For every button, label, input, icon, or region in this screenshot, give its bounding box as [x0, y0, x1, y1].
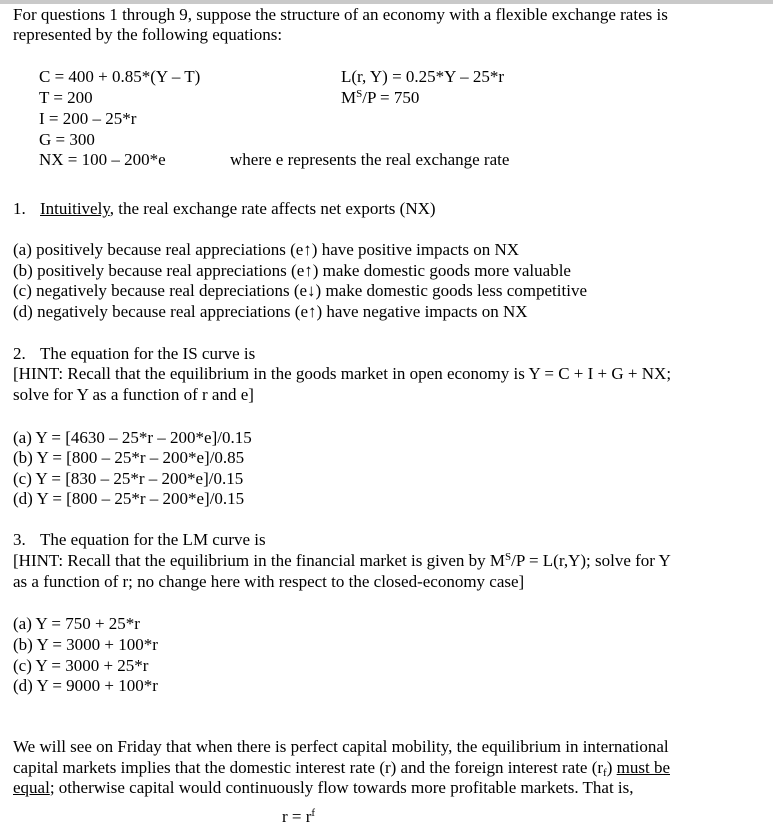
equation-taxes: T = 200: [39, 88, 93, 107]
question-2-hint-line-1: [HINT: Recall that the equilibrium in the goods market in open economy is Y = C + I + G + NX;: [13, 364, 672, 383]
question-1-option-b: (b) positively because real appreciations (e↑) make domestic goods more valuable: [13, 261, 571, 280]
top-border: [0, 0, 773, 4]
intro-line-1: For questions 1 through 9, suppose the structure of an economy with a flexible exchange rates is: [13, 5, 668, 24]
equation-government: G = 300: [39, 130, 95, 149]
question-2-option-b: (b) Y = [800 – 25*r – 200*e]/0.85: [13, 448, 245, 467]
question-2-option-a: (a) Y = [4630 – 25*r – 200*e]/0.15: [13, 428, 252, 447]
equation-net-exports: NX = 100 – 200*e: [39, 150, 166, 169]
equation-consumption: C = 400 + 0.85*(Y – T): [39, 67, 201, 86]
question-2-option-d: (d) Y = [800 – 25*r – 200*e]/0.15: [13, 489, 245, 508]
question-3-number: 3.: [13, 530, 26, 549]
question-1-option-c: (c) negatively because real depreciations (e↓) make domestic goods less competitive: [13, 281, 587, 300]
question-1-number: 1.: [13, 199, 26, 218]
question-1-stem: Intuitively, the real exchange rate affects net exports (NX): [40, 199, 436, 218]
question-2-stem: The equation for the IS curve is: [40, 344, 256, 363]
equation-money-demand: L(r, Y) = 0.25*Y – 25*r: [341, 67, 504, 86]
question-2-number: 2.: [13, 344, 26, 363]
equation-money-supply: $M^S/P = 750$: [341, 88, 420, 107]
equation-investment: I = 200 – 25*r: [39, 109, 137, 128]
closing-line-3: equal; otherwise capital would continuously flow towards more profitable markets. That is,: [13, 778, 634, 797]
question-3-option-d: (d) Y = 9000 + 100*r: [13, 676, 158, 695]
closing-line-2: capital markets implies that the domestic interest rate (r) and the foreign interest rate $(r_f)$ must be: [13, 758, 670, 779]
question-1-option-d: (d) negatively because real appreciations (e↑) have negative impacts on NX: [13, 302, 528, 321]
question-2-option-c: (c) Y = [830 – 25*r – 200*e]/0.15: [13, 469, 244, 488]
closing-line-1: We will see on Friday that when there is perfect capital mobility, the equilibrium in international: [13, 737, 669, 756]
interest-parity-equation: $r = r^f$: [282, 807, 316, 826]
question-3-option-b: (b) Y = 3000 + 100*r: [13, 635, 158, 654]
question-3-stem: The equation for the LM curve is: [40, 530, 266, 549]
question-3-hint-line-2: as a function of r; no change here with respect to the closed-economy case]: [13, 572, 525, 591]
question-3-hint-line-1: [HINT: Recall that the equilibrium in the financial market is given by $M^S/P = L(r,Y)$; solve for Y: [13, 551, 671, 570]
question-3-option-c: (c) Y = 3000 + 25*r: [13, 656, 149, 675]
intro-line-2: represented by the following equations:: [13, 25, 283, 44]
exchange-rate-note: where e represents the real exchange rate: [230, 150, 510, 169]
question-2-hint-line-2: solve for Y as a function of r and e]: [13, 385, 254, 404]
question-3-option-a: (a) Y = 750 + 25*r: [13, 614, 140, 633]
question-1-option-a: (a) positively because real appreciations (e↑) have positive impacts on NX: [13, 240, 520, 259]
